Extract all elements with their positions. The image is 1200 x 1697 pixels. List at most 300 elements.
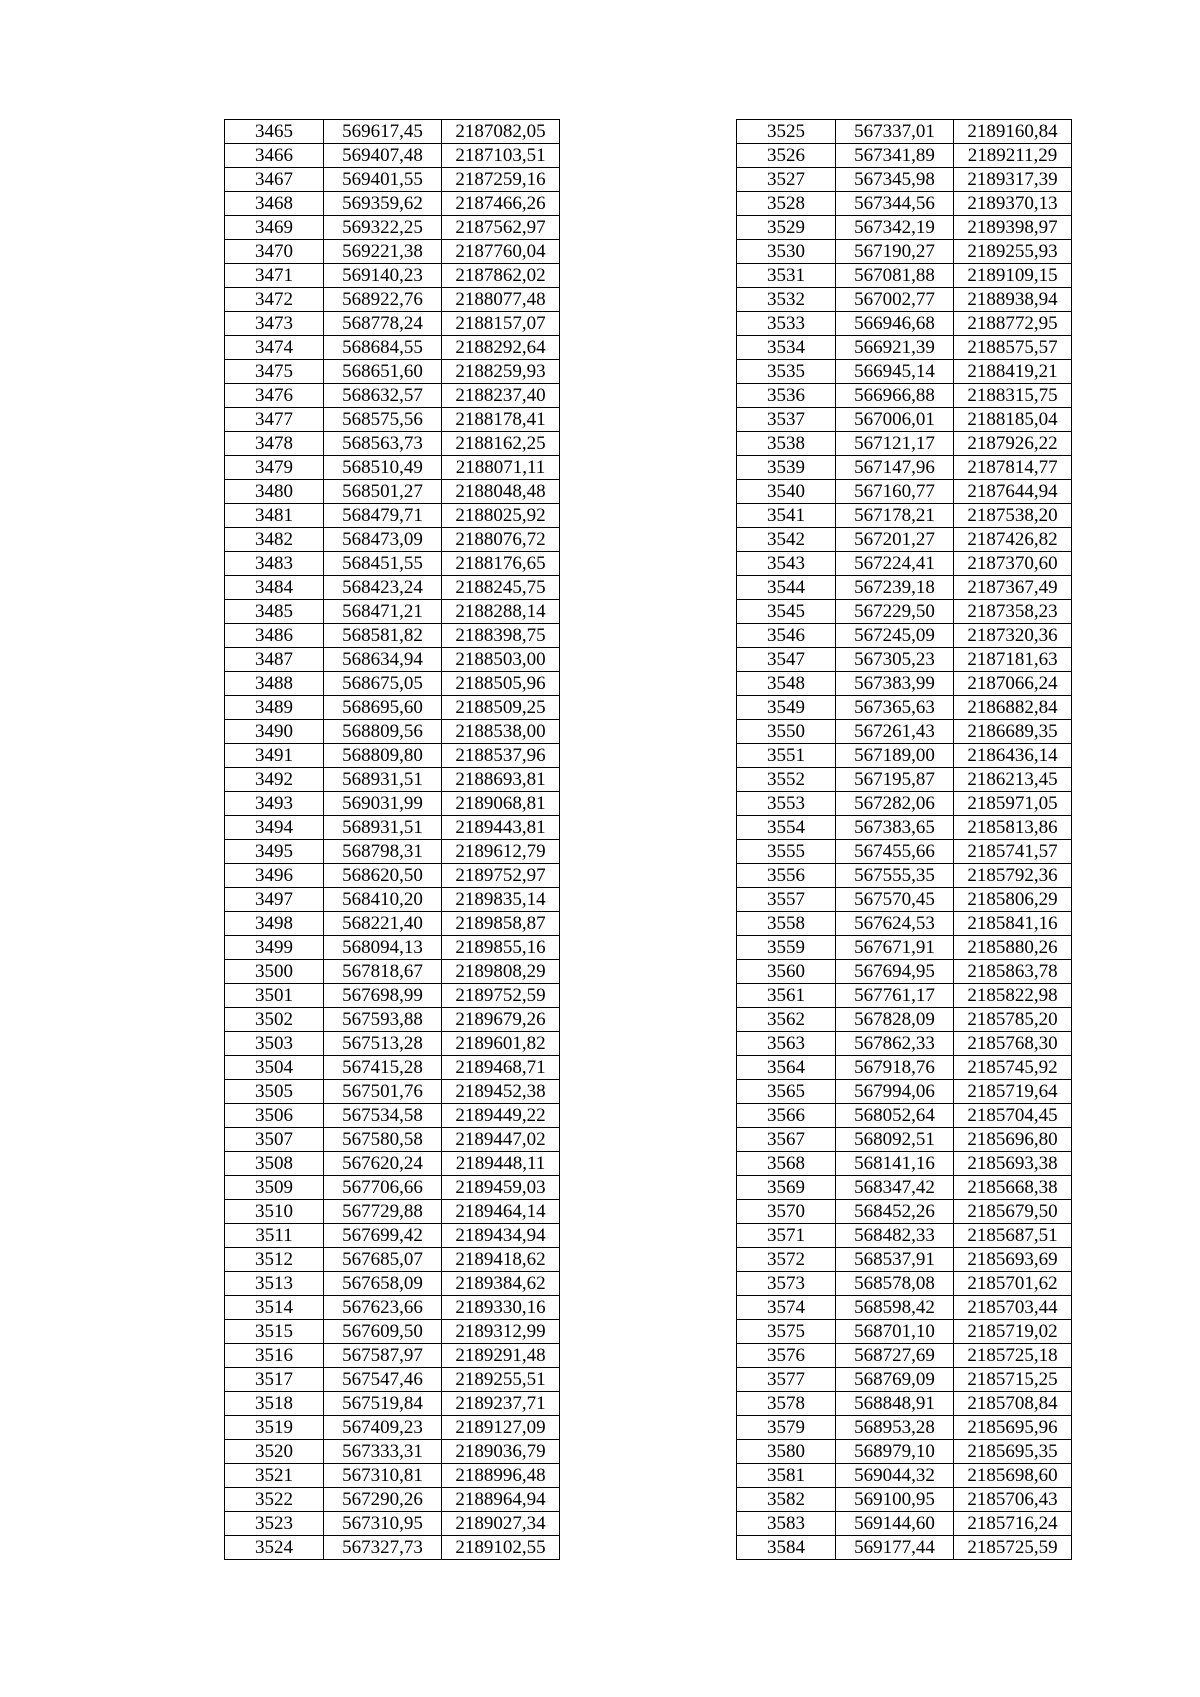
point-number-cell: 3478 (225, 432, 324, 456)
y-coordinate-cell: 2187760,04 (442, 240, 560, 264)
table-row (737, 480, 1072, 504)
point-number-cell: 3537 (737, 408, 836, 432)
table-row (737, 1056, 1072, 1080)
table-row (225, 864, 560, 888)
point-number-cell: 3561 (737, 984, 836, 1008)
table-row (225, 912, 560, 936)
x-coordinate-cell: 567337,01 (836, 120, 954, 144)
y-coordinate-cell: 2189679,26 (442, 1008, 560, 1032)
point-number-cell: 3521 (225, 1464, 324, 1488)
point-number-cell: 3524 (225, 1536, 324, 1560)
y-coordinate-cell: 2189449,22 (442, 1104, 560, 1128)
table-row (737, 144, 1072, 168)
x-coordinate-cell: 568578,08 (836, 1272, 954, 1296)
y-coordinate-cell: 2187367,49 (954, 576, 1072, 600)
table-row (225, 1128, 560, 1152)
x-coordinate-cell: 568651,60 (324, 360, 442, 384)
y-coordinate-cell: 2187562,97 (442, 216, 560, 240)
table-row (737, 960, 1072, 984)
point-number-cell: 3492 (225, 768, 324, 792)
y-coordinate-cell: 2185701,62 (954, 1272, 1072, 1296)
y-coordinate-cell: 2185693,69 (954, 1248, 1072, 1272)
y-coordinate-cell: 2189448,11 (442, 1152, 560, 1176)
table-row (737, 1104, 1072, 1128)
point-number-cell: 3536 (737, 384, 836, 408)
x-coordinate-cell: 568094,13 (324, 936, 442, 960)
x-coordinate-cell: 568092,51 (836, 1128, 954, 1152)
point-number-cell: 3480 (225, 480, 324, 504)
table-row (225, 1464, 560, 1488)
table-row (225, 1056, 560, 1080)
x-coordinate-cell: 569359,62 (324, 192, 442, 216)
table-row (225, 528, 560, 552)
point-number-cell: 3548 (737, 672, 836, 696)
point-number-cell: 3498 (225, 912, 324, 936)
table-row (225, 624, 560, 648)
x-coordinate-cell: 567698,99 (324, 984, 442, 1008)
table-row (225, 1536, 560, 1560)
y-coordinate-cell: 2188076,72 (442, 528, 560, 552)
y-coordinate-cell: 2189418,62 (442, 1248, 560, 1272)
y-coordinate-cell: 2189464,14 (442, 1200, 560, 1224)
x-coordinate-cell: 567365,63 (836, 696, 954, 720)
table-row (737, 1440, 1072, 1464)
table-row (225, 1176, 560, 1200)
point-number-cell: 3490 (225, 720, 324, 744)
table-row (225, 744, 560, 768)
x-coordinate-cell: 567189,00 (836, 744, 954, 768)
table-row (737, 1416, 1072, 1440)
table-row (737, 864, 1072, 888)
point-number-cell: 3558 (737, 912, 836, 936)
point-number-cell: 3542 (737, 528, 836, 552)
y-coordinate-cell: 2188292,64 (442, 336, 560, 360)
point-number-cell: 3569 (737, 1176, 836, 1200)
y-coordinate-cell: 2185695,35 (954, 1440, 1072, 1464)
x-coordinate-cell: 567694,95 (836, 960, 954, 984)
table-row (737, 912, 1072, 936)
x-coordinate-cell: 567344,56 (836, 192, 954, 216)
y-coordinate-cell: 2186689,35 (954, 720, 1072, 744)
y-coordinate-cell: 2188077,48 (442, 288, 560, 312)
table-row (737, 120, 1072, 144)
point-number-cell: 3543 (737, 552, 836, 576)
y-coordinate-cell: 2187426,82 (954, 528, 1072, 552)
point-number-cell: 3473 (225, 312, 324, 336)
x-coordinate-cell: 568632,57 (324, 384, 442, 408)
table-row (225, 216, 560, 240)
y-coordinate-cell: 2185822,98 (954, 984, 1072, 1008)
point-number-cell: 3562 (737, 1008, 836, 1032)
x-coordinate-cell: 567239,18 (836, 576, 954, 600)
x-coordinate-cell: 567160,77 (836, 480, 954, 504)
table-row (737, 600, 1072, 624)
table-row (737, 1224, 1072, 1248)
table-row (225, 960, 560, 984)
x-coordinate-cell: 568979,10 (836, 1440, 954, 1464)
point-number-cell: 3508 (225, 1152, 324, 1176)
y-coordinate-cell: 2189211,29 (954, 144, 1072, 168)
y-coordinate-cell: 2187066,24 (954, 672, 1072, 696)
y-coordinate-cell: 2185792,36 (954, 864, 1072, 888)
table-row (737, 1080, 1072, 1104)
y-coordinate-cell: 2189036,79 (442, 1440, 560, 1464)
table-row (225, 1392, 560, 1416)
table-row (737, 1368, 1072, 1392)
x-coordinate-cell: 567327,73 (324, 1536, 442, 1560)
y-coordinate-cell: 2188288,14 (442, 600, 560, 624)
y-coordinate-cell: 2189317,39 (954, 168, 1072, 192)
x-coordinate-cell: 567555,35 (836, 864, 954, 888)
y-coordinate-cell: 2188237,40 (442, 384, 560, 408)
x-coordinate-cell: 568620,50 (324, 864, 442, 888)
y-coordinate-cell: 2185696,80 (954, 1128, 1072, 1152)
point-number-cell: 3512 (225, 1248, 324, 1272)
y-coordinate-cell: 2185741,57 (954, 840, 1072, 864)
x-coordinate-cell: 568798,31 (324, 840, 442, 864)
x-coordinate-cell: 567333,31 (324, 1440, 442, 1464)
x-coordinate-cell: 569140,23 (324, 264, 442, 288)
y-coordinate-cell: 2189312,99 (442, 1320, 560, 1344)
y-coordinate-cell: 2187181,63 (954, 648, 1072, 672)
y-coordinate-cell: 2188025,92 (442, 504, 560, 528)
x-coordinate-cell: 568563,73 (324, 432, 442, 456)
x-coordinate-cell: 568769,09 (836, 1368, 954, 1392)
x-coordinate-cell: 568052,64 (836, 1104, 954, 1128)
table-row (737, 1272, 1072, 1296)
table-row (737, 384, 1072, 408)
table-row (737, 648, 1072, 672)
table-row (225, 1368, 560, 1392)
y-coordinate-cell: 2188245,75 (442, 576, 560, 600)
x-coordinate-cell: 567310,81 (324, 1464, 442, 1488)
table-row (737, 336, 1072, 360)
y-coordinate-cell: 2185745,92 (954, 1056, 1072, 1080)
x-coordinate-cell: 568634,94 (324, 648, 442, 672)
table-row (737, 576, 1072, 600)
y-coordinate-cell: 2188176,65 (442, 552, 560, 576)
point-number-cell: 3517 (225, 1368, 324, 1392)
table-row (225, 1200, 560, 1224)
point-number-cell: 3488 (225, 672, 324, 696)
point-number-cell: 3546 (737, 624, 836, 648)
table-row (737, 504, 1072, 528)
point-number-cell: 3469 (225, 216, 324, 240)
x-coordinate-cell: 567685,07 (324, 1248, 442, 1272)
table-row (225, 648, 560, 672)
x-coordinate-cell: 567190,27 (836, 240, 954, 264)
point-number-cell: 3547 (737, 648, 836, 672)
table-row (225, 168, 560, 192)
point-number-cell: 3582 (737, 1488, 836, 1512)
x-coordinate-cell: 569407,48 (324, 144, 442, 168)
table-row (225, 1344, 560, 1368)
x-coordinate-cell: 566966,88 (836, 384, 954, 408)
x-coordinate-cell: 568221,40 (324, 912, 442, 936)
x-coordinate-cell: 567341,89 (836, 144, 954, 168)
x-coordinate-cell: 567534,58 (324, 1104, 442, 1128)
x-coordinate-cell: 568931,51 (324, 768, 442, 792)
table-row (737, 1152, 1072, 1176)
table-row (225, 336, 560, 360)
x-coordinate-cell: 567547,46 (324, 1368, 442, 1392)
point-number-cell: 3467 (225, 168, 324, 192)
point-number-cell: 3565 (737, 1080, 836, 1104)
y-coordinate-cell: 2185880,26 (954, 936, 1072, 960)
point-number-cell: 3540 (737, 480, 836, 504)
x-coordinate-cell: 569100,95 (836, 1488, 954, 1512)
y-coordinate-cell: 2189468,71 (442, 1056, 560, 1080)
point-number-cell: 3496 (225, 864, 324, 888)
point-number-cell: 3525 (737, 120, 836, 144)
y-coordinate-cell: 2188259,93 (442, 360, 560, 384)
x-coordinate-cell: 568452,26 (836, 1200, 954, 1224)
table-row (737, 192, 1072, 216)
y-coordinate-cell: 2188178,41 (442, 408, 560, 432)
y-coordinate-cell: 2187644,94 (954, 480, 1072, 504)
point-number-cell: 3572 (737, 1248, 836, 1272)
table-row (737, 1320, 1072, 1344)
y-coordinate-cell: 2185708,84 (954, 1392, 1072, 1416)
point-number-cell: 3475 (225, 360, 324, 384)
y-coordinate-cell: 2185679,50 (954, 1200, 1072, 1224)
table-row (225, 672, 560, 696)
point-number-cell: 3504 (225, 1056, 324, 1080)
y-coordinate-cell: 2188157,07 (442, 312, 560, 336)
point-number-cell: 3495 (225, 840, 324, 864)
x-coordinate-cell: 567580,58 (324, 1128, 442, 1152)
point-number-cell: 3527 (737, 168, 836, 192)
point-number-cell: 3556 (737, 864, 836, 888)
table-row (737, 768, 1072, 792)
point-number-cell: 3552 (737, 768, 836, 792)
point-number-cell: 3559 (737, 936, 836, 960)
point-number-cell: 3489 (225, 696, 324, 720)
point-number-cell: 3465 (225, 120, 324, 144)
table-row (225, 600, 560, 624)
point-number-cell: 3500 (225, 960, 324, 984)
y-coordinate-cell: 2188772,95 (954, 312, 1072, 336)
x-coordinate-cell: 568423,24 (324, 576, 442, 600)
y-coordinate-cell: 2189160,84 (954, 120, 1072, 144)
point-number-cell: 3574 (737, 1296, 836, 1320)
point-number-cell: 3511 (225, 1224, 324, 1248)
table-row (737, 720, 1072, 744)
y-coordinate-cell: 2189858,87 (442, 912, 560, 936)
point-number-cell: 3487 (225, 648, 324, 672)
y-coordinate-cell: 2189398,97 (954, 216, 1072, 240)
y-coordinate-cell: 2185971,05 (954, 792, 1072, 816)
table-row (737, 1296, 1072, 1320)
x-coordinate-cell: 567224,41 (836, 552, 954, 576)
x-coordinate-cell: 568581,82 (324, 624, 442, 648)
table-row (737, 552, 1072, 576)
point-number-cell: 3514 (225, 1296, 324, 1320)
table-row (225, 840, 560, 864)
point-number-cell: 3482 (225, 528, 324, 552)
x-coordinate-cell: 568575,56 (324, 408, 442, 432)
y-coordinate-cell: 2185768,30 (954, 1032, 1072, 1056)
x-coordinate-cell: 568778,24 (324, 312, 442, 336)
x-coordinate-cell: 567671,91 (836, 936, 954, 960)
y-coordinate-cell: 2189601,82 (442, 1032, 560, 1056)
x-coordinate-cell: 567345,98 (836, 168, 954, 192)
x-coordinate-cell: 567006,01 (836, 408, 954, 432)
table-row (737, 696, 1072, 720)
table-row (225, 408, 560, 432)
point-number-cell: 3505 (225, 1080, 324, 1104)
point-number-cell: 3535 (737, 360, 836, 384)
point-number-cell: 3560 (737, 960, 836, 984)
y-coordinate-cell: 2189384,62 (442, 1272, 560, 1296)
table-row (225, 696, 560, 720)
y-coordinate-cell: 2187259,16 (442, 168, 560, 192)
y-coordinate-cell: 2189370,13 (954, 192, 1072, 216)
y-coordinate-cell: 2185698,60 (954, 1464, 1072, 1488)
table-row (225, 456, 560, 480)
table-row (737, 264, 1072, 288)
point-number-cell: 3471 (225, 264, 324, 288)
table-row (737, 1344, 1072, 1368)
point-number-cell: 3510 (225, 1200, 324, 1224)
table-row (225, 792, 560, 816)
x-coordinate-cell: 569221,38 (324, 240, 442, 264)
y-coordinate-cell: 2188964,94 (442, 1488, 560, 1512)
y-coordinate-cell: 2186436,14 (954, 744, 1072, 768)
y-coordinate-cell: 2189443,81 (442, 816, 560, 840)
x-coordinate-cell: 567706,66 (324, 1176, 442, 1200)
x-coordinate-cell: 569617,45 (324, 120, 442, 144)
point-number-cell: 3538 (737, 432, 836, 456)
point-number-cell: 3578 (737, 1392, 836, 1416)
point-number-cell: 3570 (737, 1200, 836, 1224)
table-row (225, 432, 560, 456)
table-row (737, 888, 1072, 912)
y-coordinate-cell: 2187358,23 (954, 600, 1072, 624)
point-number-cell: 3528 (737, 192, 836, 216)
table-row (225, 552, 560, 576)
point-number-cell: 3470 (225, 240, 324, 264)
y-coordinate-cell: 2188503,00 (442, 648, 560, 672)
x-coordinate-cell: 569322,25 (324, 216, 442, 240)
y-coordinate-cell: 2189127,09 (442, 1416, 560, 1440)
x-coordinate-cell: 569044,32 (836, 1464, 954, 1488)
y-coordinate-cell: 2185785,20 (954, 1008, 1072, 1032)
point-number-cell: 3557 (737, 888, 836, 912)
table-row (737, 816, 1072, 840)
point-number-cell: 3530 (737, 240, 836, 264)
table-row (737, 1128, 1072, 1152)
table-row (225, 312, 560, 336)
point-number-cell: 3529 (737, 216, 836, 240)
x-coordinate-cell: 568451,55 (324, 552, 442, 576)
y-coordinate-cell: 2189255,51 (442, 1368, 560, 1392)
y-coordinate-cell: 2189808,29 (442, 960, 560, 984)
y-coordinate-cell: 2185704,45 (954, 1104, 1072, 1128)
table-row (737, 744, 1072, 768)
point-number-cell: 3486 (225, 624, 324, 648)
table-row (225, 1296, 560, 1320)
y-coordinate-cell: 2185693,38 (954, 1152, 1072, 1176)
table-row (225, 984, 560, 1008)
table-row (737, 624, 1072, 648)
table-row (737, 168, 1072, 192)
y-coordinate-cell: 2187814,77 (954, 456, 1072, 480)
x-coordinate-cell: 568675,05 (324, 672, 442, 696)
x-coordinate-cell: 568598,42 (836, 1296, 954, 1320)
table-row (737, 792, 1072, 816)
table-row (737, 840, 1072, 864)
x-coordinate-cell: 569031,99 (324, 792, 442, 816)
table-row (737, 528, 1072, 552)
point-number-cell: 3531 (737, 264, 836, 288)
table-row (737, 984, 1072, 1008)
table-row (737, 936, 1072, 960)
point-number-cell: 3526 (737, 144, 836, 168)
table-row (737, 456, 1072, 480)
point-number-cell: 3584 (737, 1536, 836, 1560)
y-coordinate-cell: 2189434,94 (442, 1224, 560, 1248)
x-coordinate-cell: 568953,28 (836, 1416, 954, 1440)
table-row (225, 1248, 560, 1272)
coordinates-table-left (224, 119, 560, 1560)
x-coordinate-cell: 567383,65 (836, 816, 954, 840)
x-coordinate-cell: 567761,17 (836, 984, 954, 1008)
x-coordinate-cell: 567513,28 (324, 1032, 442, 1056)
point-number-cell: 3519 (225, 1416, 324, 1440)
y-coordinate-cell: 2187538,20 (954, 504, 1072, 528)
x-coordinate-cell: 568479,71 (324, 504, 442, 528)
y-coordinate-cell: 2188537,96 (442, 744, 560, 768)
table-row (225, 504, 560, 528)
y-coordinate-cell: 2185719,64 (954, 1080, 1072, 1104)
table-row (225, 1080, 560, 1104)
x-coordinate-cell: 567609,50 (324, 1320, 442, 1344)
x-coordinate-cell: 567593,88 (324, 1008, 442, 1032)
y-coordinate-cell: 2185725,59 (954, 1536, 1072, 1560)
point-number-cell: 3515 (225, 1320, 324, 1344)
x-coordinate-cell: 569401,55 (324, 168, 442, 192)
point-number-cell: 3501 (225, 984, 324, 1008)
y-coordinate-cell: 2189068,81 (442, 792, 560, 816)
x-coordinate-cell: 566946,68 (836, 312, 954, 336)
point-number-cell: 3497 (225, 888, 324, 912)
point-number-cell: 3481 (225, 504, 324, 528)
y-coordinate-cell: 2188693,81 (442, 768, 560, 792)
point-number-cell: 3551 (737, 744, 836, 768)
x-coordinate-cell: 567229,50 (836, 600, 954, 624)
x-coordinate-cell: 568695,60 (324, 696, 442, 720)
table-row (737, 312, 1072, 336)
y-coordinate-cell: 2187926,22 (954, 432, 1072, 456)
table-row (737, 408, 1072, 432)
y-coordinate-cell: 2185668,38 (954, 1176, 1072, 1200)
y-coordinate-cell: 2185703,44 (954, 1296, 1072, 1320)
x-coordinate-cell: 567121,17 (836, 432, 954, 456)
x-coordinate-cell: 566945,14 (836, 360, 954, 384)
point-number-cell: 3518 (225, 1392, 324, 1416)
x-coordinate-cell: 567918,76 (836, 1056, 954, 1080)
x-coordinate-cell: 567501,76 (324, 1080, 442, 1104)
x-coordinate-cell: 567282,06 (836, 792, 954, 816)
table-row (225, 1320, 560, 1344)
table-row (737, 672, 1072, 696)
y-coordinate-cell: 2188048,48 (442, 480, 560, 504)
y-coordinate-cell: 2188185,04 (954, 408, 1072, 432)
point-number-cell: 3564 (737, 1056, 836, 1080)
x-coordinate-cell: 567409,23 (324, 1416, 442, 1440)
y-coordinate-cell: 2188938,94 (954, 288, 1072, 312)
